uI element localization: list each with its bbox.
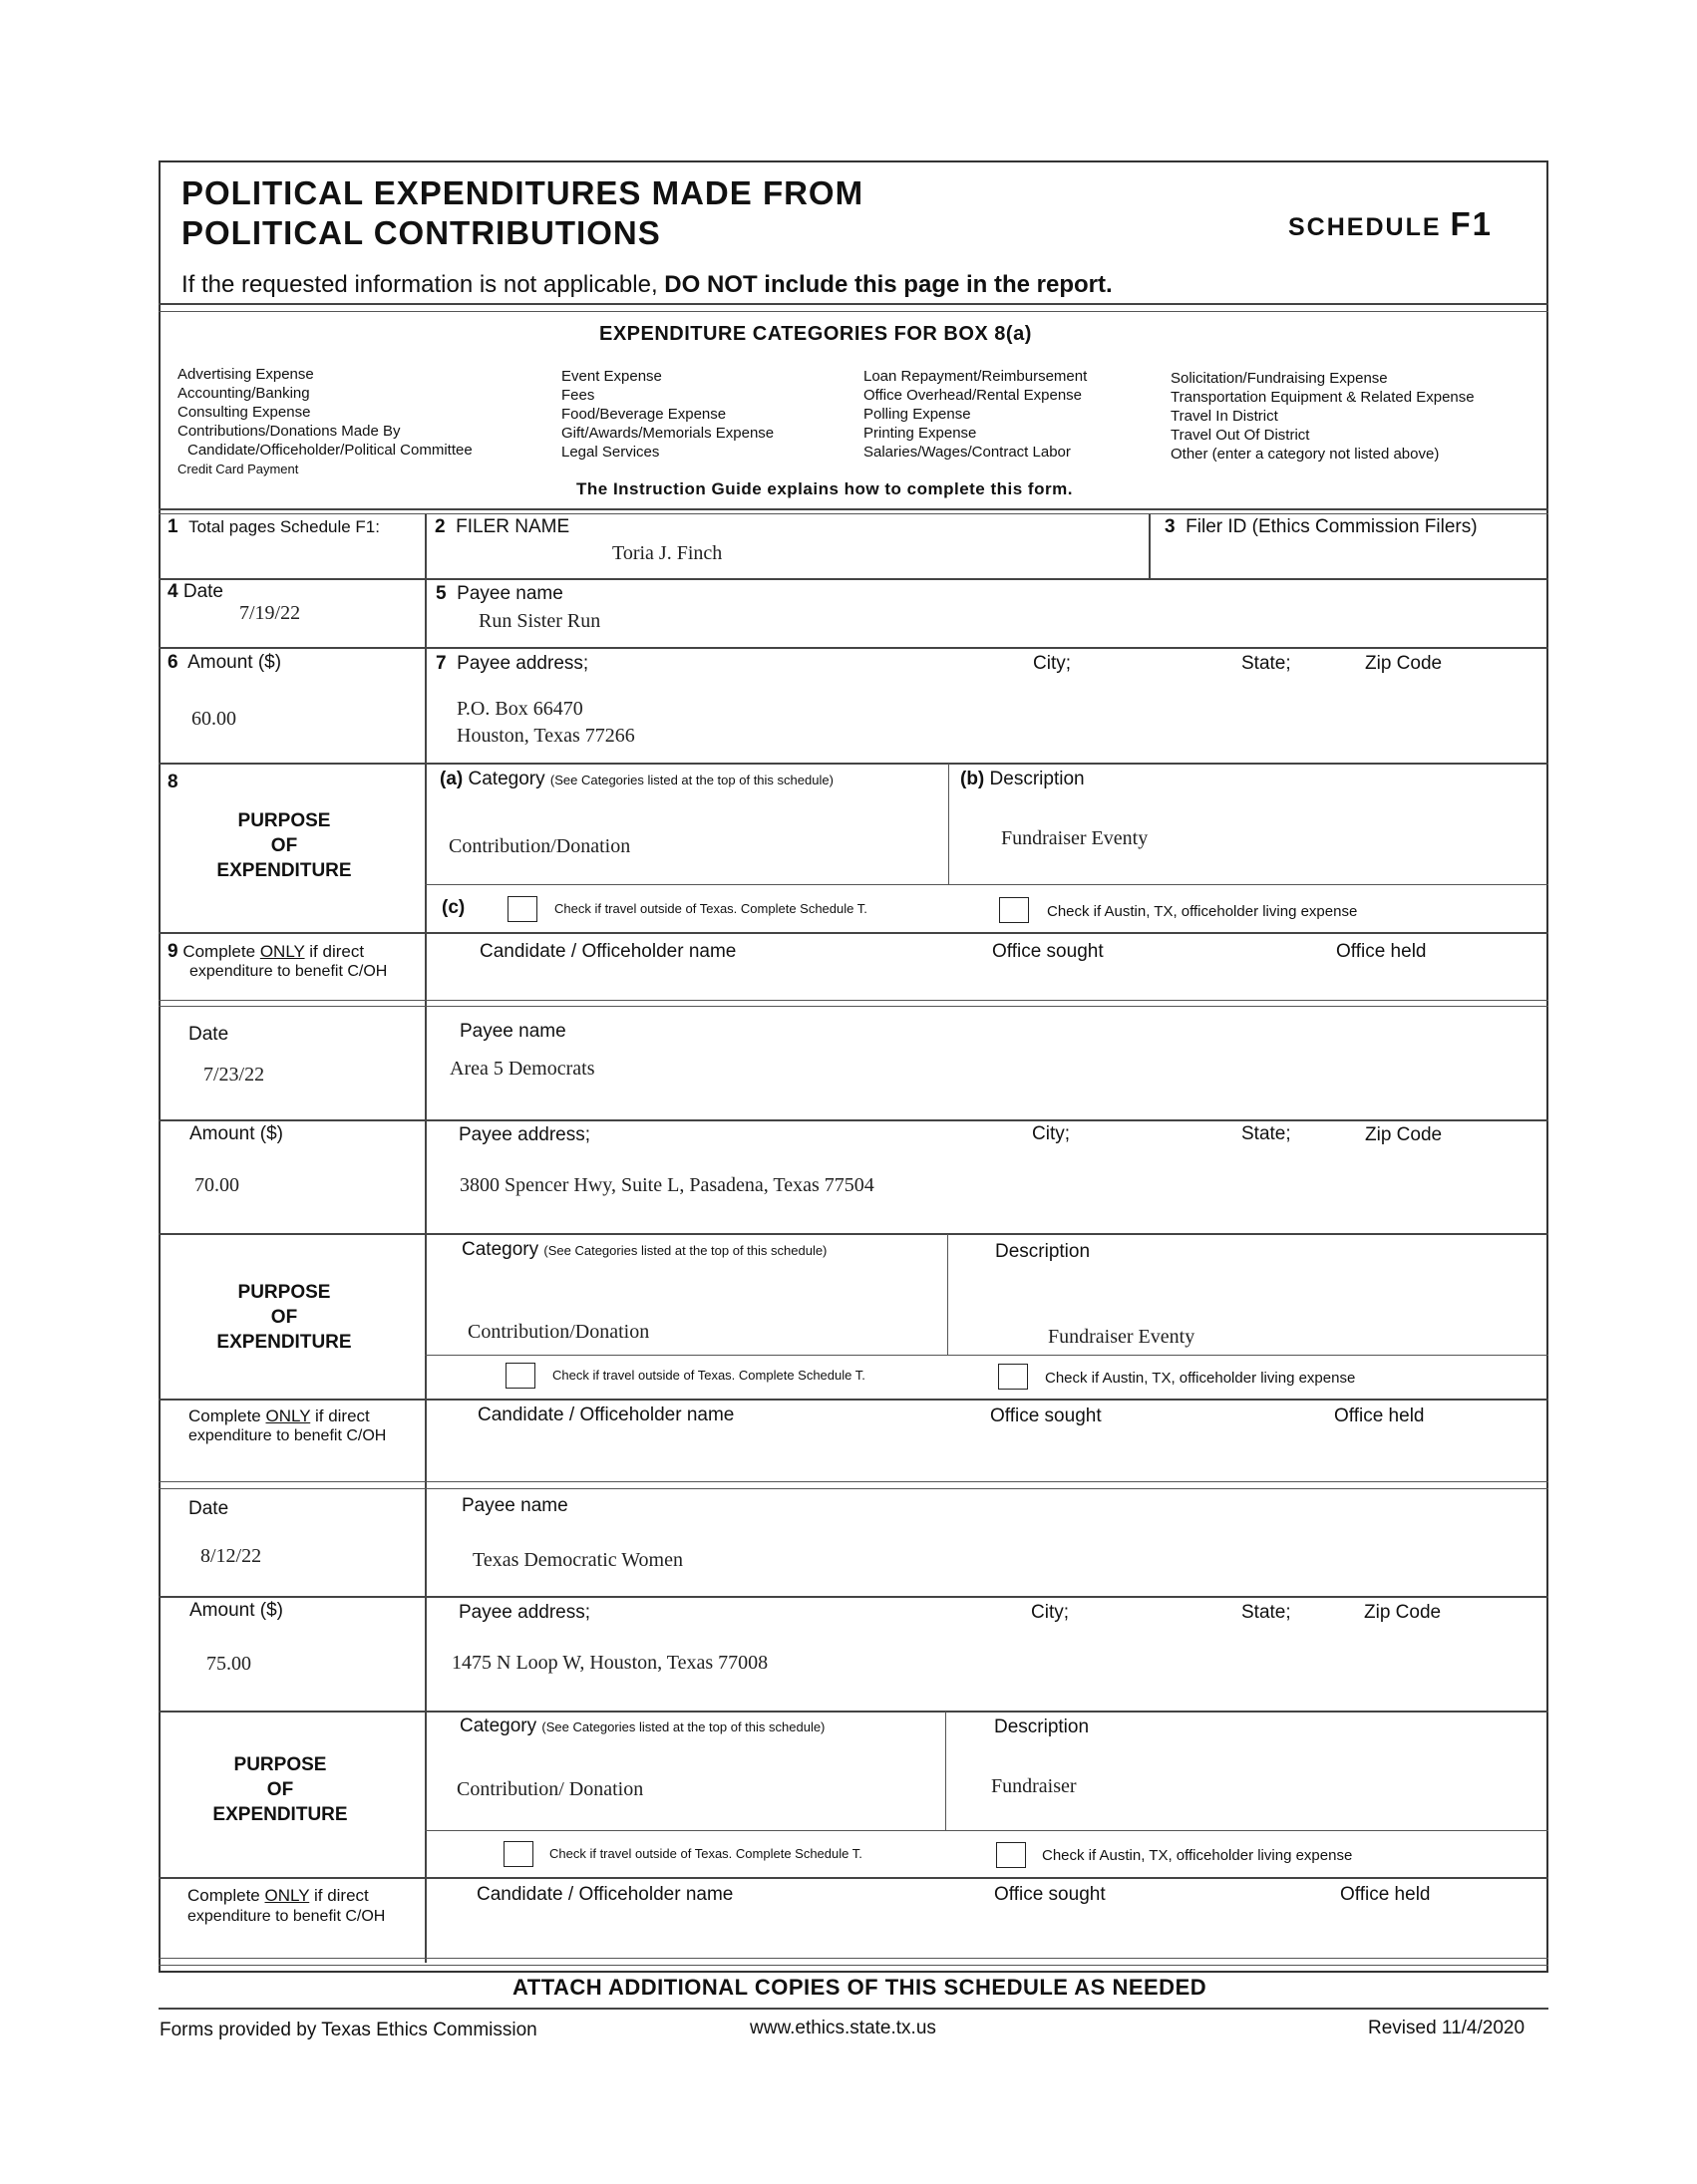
form-title-line2: POLITICAL CONTRIBUTIONS [181, 214, 661, 251]
amount-label: 6 Amount ($) [168, 652, 282, 673]
address-line2-value[interactable]: Houston, Texas 77266 [457, 725, 635, 747]
instruction-guide-note: The Instruction Guide explains how to complete this form. [576, 479, 1073, 498]
travel-outside-texas-label: Check if travel outside of Texas. Complete Schedule T. [549, 1846, 862, 1861]
divider [159, 932, 1548, 934]
category-item: Candidate/Officeholder/Political Committee [187, 442, 473, 459]
category-item: Legal Services [561, 444, 660, 461]
form-title-line1: POLITICAL EXPENDITURES MADE FROM [181, 174, 864, 211]
divider [159, 303, 1548, 305]
divider [425, 1355, 1548, 1356]
filer-id-label: 3 Filer ID (Ethics Commission Filers) [1165, 516, 1478, 537]
date-label: 4 Date [168, 581, 223, 602]
category-value[interactable]: Contribution/Donation [449, 835, 631, 857]
categories-col4 [1171, 369, 1475, 464]
state-label: State; [1241, 653, 1291, 674]
state-label: State; [1241, 1602, 1291, 1623]
date-value[interactable]: 7/23/22 [203, 1064, 265, 1086]
travel-outside-texas-label: Check if travel outside of Texas. Complete Schedule T. [554, 901, 867, 916]
office-sought-label: Office sought [990, 1405, 1102, 1426]
schedule-label [1288, 205, 1493, 243]
payee-name-label: Payee name [462, 1495, 568, 1516]
category-item: Solicitation/Fundraising Expense [1171, 370, 1388, 387]
categories-col2 [561, 367, 774, 462]
divider [159, 311, 1548, 312]
category-item: Other (enter a category not listed above) [1171, 446, 1440, 463]
payee-address-label: 7 Payee address; [436, 653, 589, 674]
complete-only-note: Complete ONLY if direct expenditure to benefit C/OH [187, 1886, 386, 1925]
austin-living-expense-checkbox[interactable] [999, 897, 1029, 923]
complete-only-note: 9 Complete ONLY if direct expenditure to benefit C/OH [168, 941, 388, 980]
zip-label: Zip Code [1365, 1124, 1443, 1145]
address-line1-value[interactable]: P.O. Box 66470 [457, 698, 583, 720]
purpose-of-expenditure-label: PURPOSE OF EXPENDITURE [216, 1282, 352, 1353]
travel-outside-texas-checkbox[interactable] [508, 896, 537, 922]
office-held-label: Office held [1336, 941, 1427, 962]
payee-address-label: Payee address; [459, 1124, 591, 1145]
category-label: Category (See Categories listed at the top of this schedule) [462, 1239, 828, 1260]
category-item: Salaries/Wages/Contract Labor [863, 444, 1071, 461]
description-value[interactable]: Fundraiser [991, 1775, 1077, 1797]
divider [159, 1119, 1548, 1121]
date-label: Date [188, 1498, 229, 1519]
austin-living-expense-label: Check if Austin, TX, officeholder living expense [1047, 903, 1358, 920]
divider [159, 1006, 1548, 1007]
column-divider [945, 1712, 946, 1830]
office-held-label: Office held [1340, 1884, 1431, 1905]
category-item: Fees [561, 387, 595, 404]
divider [159, 513, 1548, 514]
categories-col1 [177, 365, 473, 478]
description-value[interactable]: Fundraiser Eventy [1001, 827, 1149, 849]
attach-copies-note: ATTACH ADDITIONAL COPIES OF THIS SCHEDULE AS NEEDED [512, 1975, 1207, 2000]
filer-name-label: 2 FILER NAME [435, 516, 570, 537]
divider [159, 1711, 1548, 1713]
office-held-label: Office held [1334, 1405, 1425, 1426]
travel-outside-texas-checkbox[interactable] [506, 1363, 535, 1389]
candidate-name-label: Candidate / Officeholder name [478, 1404, 735, 1425]
category-item: Advertising Expense [177, 366, 314, 383]
category-item: Credit Card Payment [177, 462, 299, 476]
category-item: Transportation Equipment & Related Expense [1171, 389, 1475, 406]
payee-address-label: Payee address; [459, 1602, 591, 1623]
category-item: Accounting/Banking [177, 385, 310, 402]
austin-living-expense-checkbox[interactable] [998, 1364, 1028, 1390]
category-item: Travel Out Of District [1171, 427, 1310, 444]
category-item: Polling Expense [863, 406, 971, 423]
divider [425, 1830, 1548, 1831]
address-line1-value[interactable]: 3800 Spencer Hwy, Suite L, Pasadena, Texas 77504 [460, 1174, 874, 1196]
amount-value[interactable]: 70.00 [194, 1174, 239, 1196]
state-label: State; [1241, 1123, 1291, 1144]
description-label: Description [994, 1716, 1090, 1737]
payee-name-value[interactable]: Texas Democratic Women [473, 1549, 683, 1571]
payee-name-value[interactable]: Area 5 Democrats [450, 1058, 595, 1080]
category-label: Category (See Categories listed at the top of this schedule) [460, 1716, 826, 1736]
amount-value[interactable]: 60.00 [191, 708, 236, 730]
column-divider [1149, 514, 1151, 578]
note-bold: DO NOT include this page in the report. [664, 271, 1113, 298]
candidate-name-label: Candidate / Officeholder name [477, 1884, 734, 1905]
category-item: Contributions/Donations Made By [177, 423, 401, 440]
austin-living-expense-label: Check if Austin, TX, officeholder living expense [1045, 1370, 1356, 1387]
austin-living-expense-checkbox[interactable] [996, 1842, 1026, 1868]
candidate-name-label: Candidate / Officeholder name [480, 941, 737, 962]
divider [159, 1000, 1548, 1001]
category-item: Consulting Expense [177, 404, 311, 421]
payee-name-label: 5 Payee name [436, 583, 563, 604]
category-value[interactable]: Contribution/Donation [468, 1321, 650, 1343]
description-label: Description [995, 1241, 1091, 1262]
schedule-prefix: SCHEDULE [1288, 213, 1442, 241]
zip-label: Zip Code [1365, 653, 1443, 674]
divider [159, 508, 1548, 510]
footer-website[interactable]: www.ethics.state.tx.us [750, 2018, 936, 2038]
category-item: Travel In District [1171, 408, 1278, 425]
travel-outside-texas-checkbox[interactable] [504, 1841, 533, 1867]
payee-name-value[interactable]: Run Sister Run [479, 610, 601, 632]
address-line1-value[interactable]: 1475 N Loop W, Houston, Texas 77008 [452, 1652, 769, 1674]
amount-label: Amount ($) [189, 1123, 283, 1144]
payee-name-label: Payee name [460, 1021, 566, 1042]
category-item: Loan Repayment/Reimbursement [863, 368, 1088, 385]
categories-heading: EXPENDITURE CATEGORIES FOR BOX 8(a) [599, 323, 1032, 345]
column-divider [425, 514, 427, 1963]
divider [159, 1965, 1548, 1966]
footer-provider: Forms provided by Texas Ethics Commission [160, 2020, 537, 2040]
note-plain: If the requested information is not applicable, [181, 271, 658, 298]
zip-label: Zip Code [1364, 1602, 1442, 1623]
purpose-of-expenditure-label: PURPOSE OF EXPENDITURE [212, 1754, 348, 1825]
categories-col3 [863, 367, 1087, 462]
divider [159, 578, 1548, 580]
divider [159, 647, 1548, 649]
divider [425, 884, 1548, 885]
category-value[interactable]: Contribution/ Donation [457, 1778, 644, 1800]
schedule-code: F1 [1450, 205, 1493, 242]
footer-revised: Revised 11/4/2020 [1368, 2018, 1526, 2038]
purpose-number: 8 [168, 772, 178, 792]
category-item: Gift/Awards/Memorials Expense [561, 425, 775, 442]
category-label: (a) Category (See Categories listed at the top of this schedule) [440, 769, 834, 789]
divider [159, 1481, 1548, 1482]
category-item: Food/Beverage Expense [561, 406, 727, 423]
filer-name-value[interactable]: Toria J. Finch [612, 542, 723, 564]
category-item: Office Overhead/Rental Expense [863, 387, 1083, 404]
amount-value[interactable]: 75.00 [206, 1653, 251, 1675]
city-label: City; [1031, 1602, 1069, 1623]
purpose-of-expenditure-label: PURPOSE OF EXPENDITURE [216, 810, 352, 881]
travel-outside-texas-label: Check if travel outside of Texas. Complete Schedule T. [552, 1368, 865, 1383]
divider [159, 763, 1548, 765]
total-pages-label: 1 Total pages Schedule F1: [168, 516, 380, 537]
form-bottom-border [159, 2008, 1548, 2010]
divider [159, 1399, 1548, 1401]
divider [159, 1596, 1548, 1598]
office-sought-label: Office sought [994, 1884, 1106, 1905]
date-label: Date [188, 1024, 229, 1045]
category-item: Event Expense [561, 368, 662, 385]
date-value[interactable]: 8/12/22 [200, 1545, 262, 1567]
column-divider [948, 764, 949, 884]
divider [159, 1233, 1548, 1235]
divider [159, 1958, 1548, 1959]
amount-label: Amount ($) [189, 1600, 283, 1621]
date-value[interactable]: 7/19/22 [239, 602, 301, 624]
office-sought-label: Office sought [992, 941, 1104, 962]
city-label: City; [1032, 1123, 1070, 1144]
description-value[interactable]: Fundraiser Eventy [1048, 1326, 1195, 1348]
not-applicable-note [181, 271, 1113, 299]
complete-only-note: Complete ONLY if direct expenditure to benefit C/OH [188, 1406, 387, 1444]
category-item: Printing Expense [863, 425, 977, 442]
description-label: (b) Description [960, 769, 1085, 789]
city-label: City; [1033, 653, 1071, 674]
divider [159, 1877, 1548, 1879]
austin-living-expense-label: Check if Austin, TX, officeholder living expense [1042, 1847, 1353, 1864]
column-divider [947, 1234, 948, 1355]
subitem-c-label: (c) [442, 897, 466, 918]
divider [159, 1488, 1548, 1489]
